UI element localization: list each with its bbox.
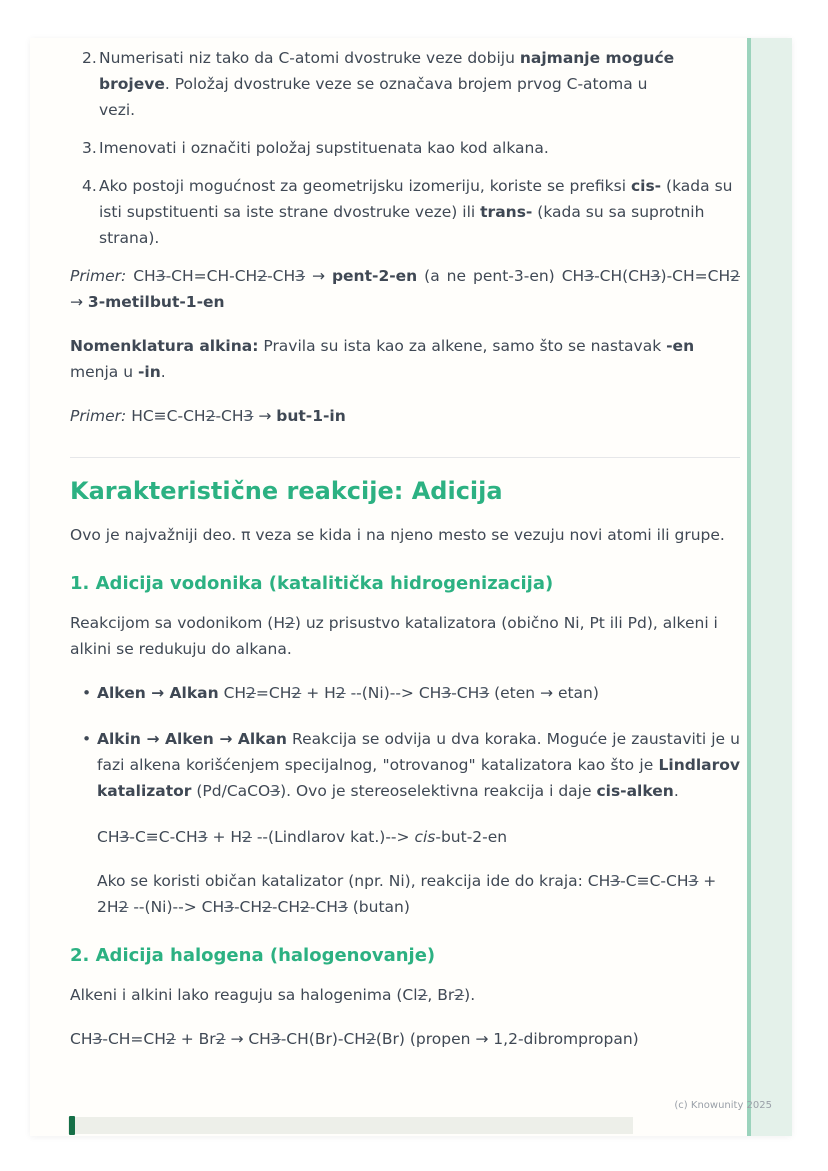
paragraph-primer-alkene: Primer: CH3-CH=CH-CH2-CH3 → pent-2-en (a ne pent-3-en) CH3-CH(CH3)-CH=CH2 → 3-metilbut-1-en bbox=[70, 267, 741, 311]
list-item-text: Alkin → Alken → Alkan Reakcija se odvija u dva koraka. Moguće je zaustaviti je u fazi alkena korišćenjem specijalnog, "otrovanog" katalizatora kao što je Lindlarov katalizator (Pd/CaCO3). Ovo je stereoselektivna reakcija i daje cis-alken. bbox=[97, 730, 740, 800]
bullet-icon: • bbox=[82, 684, 92, 702]
nomenclature-rules-list bbox=[70, 45, 740, 251]
next-section-highlight-strip bbox=[68, 1117, 633, 1134]
document-page bbox=[30, 38, 792, 1136]
hydrogenation-bullet-list bbox=[70, 680, 740, 804]
section-heading-adicija: Karakteristične reakcije: Adicija bbox=[70, 477, 503, 505]
paragraph-full-reduction-note: Ako se koristi običan katalizator (npr. Ni), reakcija ide do kraja: CH3-C≡C-CH3 + 2H2 --(Ni)--> CH3-CH2-CH2-CH3 (butan) bbox=[97, 872, 717, 916]
list-item-text: Imenovati i označiti položaj supstituenata kao kod alkana. bbox=[99, 139, 549, 157]
list-item-number: 4. bbox=[82, 177, 97, 195]
paragraph-intro: Ovo je najvažniji deo. π veza se kida i na njeno mesto se vezuju novi atomi ili grupe. bbox=[70, 526, 725, 544]
list-item-number: 3. bbox=[82, 139, 97, 157]
paragraph-formula-halogen: CH3-CH=CH2 + Br2 → CH3-CH(Br)-CH2(Br) (propen → 1,2-dibrompropan) bbox=[70, 1030, 639, 1048]
subsection-heading-adicija-vodonika: 1. Adicija vodonika (katalitička hidrogenizacija) bbox=[70, 573, 554, 594]
subsection-heading-adicija-halogena: 2. Adicija halogena (halogenovanje) bbox=[70, 945, 436, 966]
bullet-icon: • bbox=[82, 730, 92, 748]
page-right-accent-bar bbox=[747, 38, 792, 1136]
list-item bbox=[70, 45, 740, 123]
paragraph-hidrogenizacija-lead: Reakcijom sa vodonikom (H2) uz prisustvo katalizatora (obično Ni, Pt ili Pd), alkeni i alkini se redukuju do alkana. bbox=[70, 614, 718, 658]
footer-credit: (c) Knowunity 2025 bbox=[674, 1100, 772, 1111]
list-item-text: Ako postoji mogućnost za geometrijsku izomeriju, koriste se prefiksi cis- (kada su isti supstituenti sa iste strane dvostruke veze) ili trans- (kada su sa suprotnih strana). bbox=[99, 177, 733, 247]
list-item bbox=[70, 726, 740, 804]
paragraph-primer-alkine: Primer: HC≡C-CH2-CH3 → but-1-in bbox=[70, 407, 346, 425]
list-item-text: Numerisati niz tako da C-atomi dvostruke veze dobiju najmanje moguće brojeve. Položaj dvostruke veze se označava brojem prvog C-atoma u vezi. bbox=[99, 49, 675, 119]
list-item bbox=[70, 135, 740, 161]
paragraph-nomenklatura-alkina: Nomenklatura alkina: Pravila su ista kao za alkene, samo što se nastavak -en menja u -in. bbox=[70, 337, 695, 381]
paragraph-halogenovanje-lead: Alkeni i alkini lako reaguju sa halogenima (Cl2, Br2). bbox=[70, 986, 476, 1004]
list-item bbox=[70, 680, 740, 706]
list-item-text: Alken → Alkan CH2=CH2 + H2 --(Ni)--> CH3-CH3 (eten → etan) bbox=[97, 684, 599, 702]
document-content bbox=[70, 45, 740, 1070]
section-divider bbox=[70, 457, 740, 458]
text-cursor-bar bbox=[69, 1116, 75, 1135]
paragraph-formula-lindlar: CH3-C≡C-CH3 + H2 --(Lindlarov kat.)--> cis-but-2-en bbox=[97, 828, 508, 846]
list-item bbox=[70, 173, 740, 251]
list-item-number: 2. bbox=[82, 49, 97, 67]
